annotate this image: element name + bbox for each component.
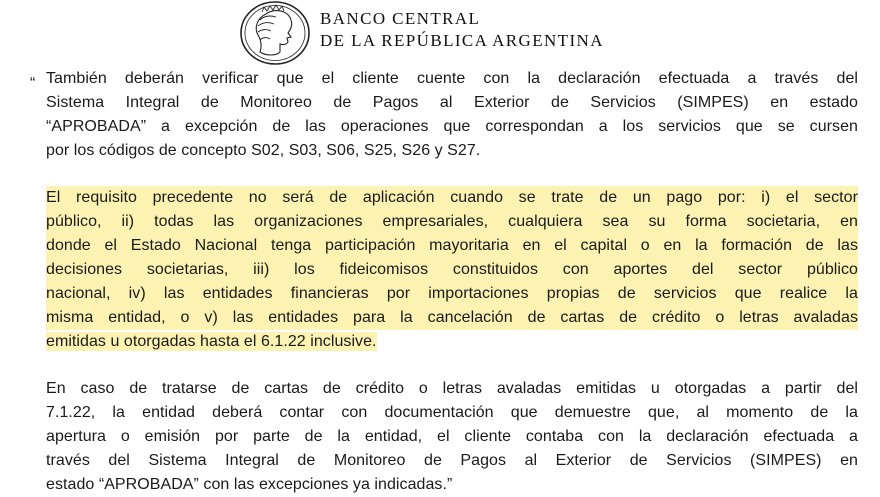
paragraph-line: 7.1.22, la entidad deberá contar con documentación que demuestre que, al momento de la [46,404,858,421]
highlighted-line: El requisito precedente no será de aplicación cuando se trate de un pago por: i) el sector [46,186,858,210]
paragraph-line: Sistema Integral de Monitoreo de Pagos al Exterior de Servicios (SIMPES) en estado [46,94,858,111]
paragraph-3 [46,377,858,497]
bank-name [320,8,604,52]
highlighted-line: misma entidad, o v) las entidades para la cancelación de cartas de crédito o letras avaladas [46,306,858,330]
paragraph-line: apertura o emisión por parte de la entidad, el cliente contaba con la declaración efectuada a [46,428,858,445]
bank-name-line2: DE LA REPÚBLICA ARGENTINA [320,31,604,50]
paragraph-line: por los códigos de concepto S02, S03, S06, S25, S26 y S27. [46,142,481,159]
paragraph-line: En caso de tratarse de cartas de crédito o letras avaladas emitidas u otorgadas a partir del [46,380,858,397]
bcra-seal-icon [236,0,314,66]
highlighted-line: donde el Estado Nacional tenga participación mayoritaria en el capital o en la formación de las [46,234,858,258]
opening-quote: “ [30,75,36,92]
bank-name-line1: BANCO CENTRAL [320,9,481,28]
highlighted-line-last [46,330,858,354]
paragraph-line: estado “APROBADA” con las excepciones ya indicadas.” [46,476,453,493]
highlighted-line: público, ii) todas las organizaciones empresariales, cualquiera sea su forma societaria, en [46,210,858,234]
paragraph-line: través del Sistema Integral de Monitoreo de Pagos al Exterior de Servicios (SIMPES) en [46,452,858,469]
highlighted-line: nacional, iv) las entidades financieras por importaciones propias de servicios que realice la [46,282,858,306]
highlighted-text: emitidas u otorgadas hasta el 6.1.22 inclusive. [46,333,377,350]
document-header [236,0,636,66]
paragraph-line: También deberán verificar que el cliente cuente con la declaración efectuada a través del [46,70,858,87]
paragraph-line: “APROBADA” a excepción de las operaciones que correspondan a los servicios que se cursen [46,118,858,135]
paragraph-2-highlighted [46,186,858,354]
highlighted-line: decisiones societarias, iii) los fideicomisos constituidos con aportes del sector público [46,258,858,282]
paragraph-1 [46,67,858,163]
